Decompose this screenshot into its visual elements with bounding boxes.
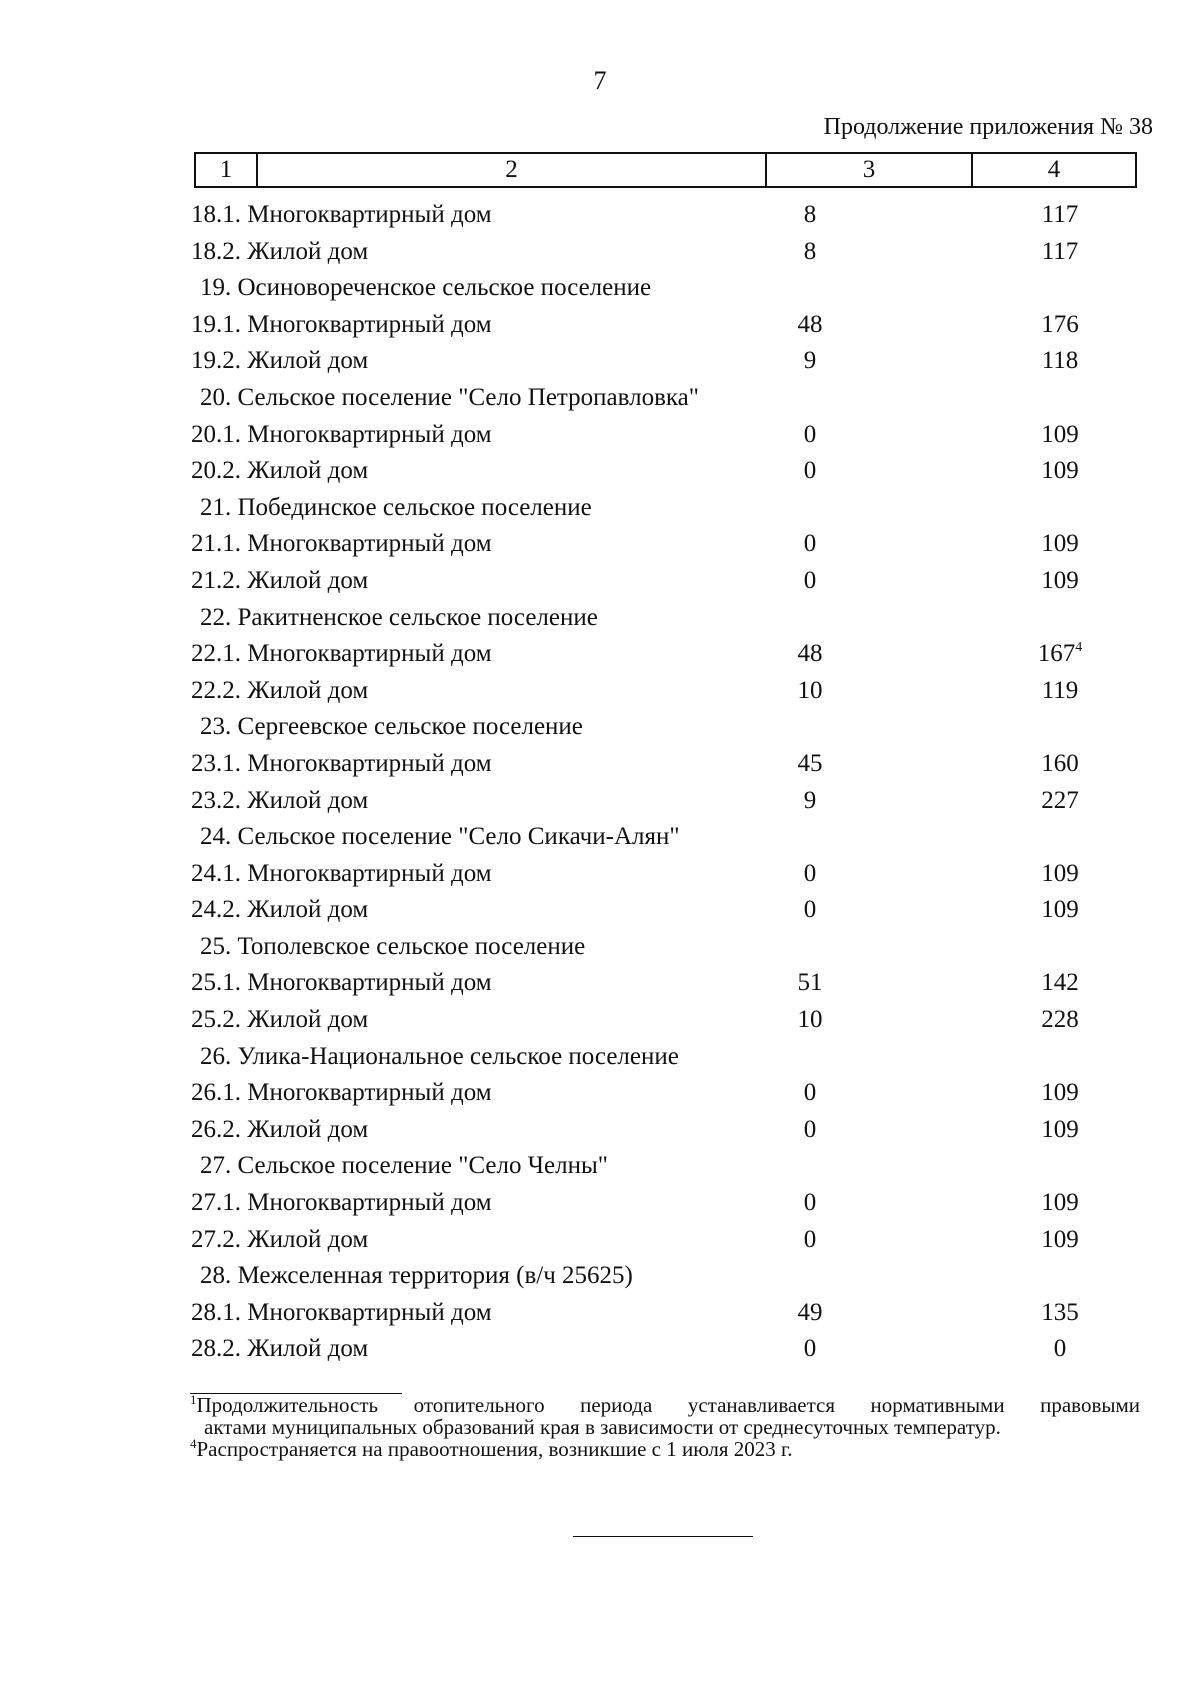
row-value-col3: 0 (803, 1335, 817, 1363)
column-header-1: 1 (219, 156, 233, 183)
row-value-col3: 0 (803, 457, 817, 485)
row-label: 21.2. Жилой дом (191, 566, 369, 594)
settlement-group-row (0, 1258, 1200, 1295)
row-value-col3: 49 (797, 1298, 823, 1326)
row-label: 24.2. Жилой дом (191, 896, 369, 924)
settlement-group-row (0, 819, 1200, 856)
row-value-col4-number: 119 (1041, 676, 1079, 704)
table-row (0, 563, 1200, 600)
row-value-col4-number: 118 (1041, 347, 1079, 375)
row-label: 27.2. Жилой дом (191, 1225, 369, 1253)
row-label: 26.2. Жилой дом (191, 1115, 369, 1143)
table-row (0, 636, 1200, 673)
row-value-col3: 0 (803, 896, 817, 924)
table-row (0, 856, 1200, 893)
row-label: 28.2. Жилой дом (191, 1335, 369, 1363)
row-value-col4 (1010, 636, 1110, 673)
row-value-col4 (1010, 563, 1110, 600)
row-value-col4 (1010, 1002, 1110, 1039)
row-label: 21. Побединское сельское поселение (200, 493, 592, 521)
row-value-col4 (1010, 197, 1110, 234)
settlement-group-row (0, 1039, 1200, 1076)
row-value-col3: 0 (803, 1189, 817, 1217)
table-row (0, 965, 1200, 1002)
row-value-col4-number: 135 (1041, 1298, 1079, 1326)
row-value-col4-number: 109 (1041, 457, 1079, 485)
row-label: 23. Сергеевское сельское поселение (200, 713, 583, 741)
row-value-col4-number: 109 (1041, 1189, 1079, 1217)
row-value-col4-number: 117 (1041, 237, 1079, 265)
footnote-1-text: Продолжительность отопительного периода устанавливается нормативными правовыми (196, 1393, 1140, 1417)
settlement-group-row (0, 929, 1200, 966)
footnote-4-mark: 4 (190, 1436, 197, 1451)
row-label: 28. Межселенная территория (в/ч 25625) (200, 1262, 633, 1290)
row-value-col4 (1010, 673, 1110, 710)
table-row (0, 1075, 1200, 1112)
table-row (0, 343, 1200, 380)
row-value-col4 (1010, 746, 1110, 783)
column-header-table (194, 152, 1137, 188)
table-row (0, 1331, 1200, 1368)
table-row (0, 526, 1200, 563)
column-header-3: 3 (765, 154, 971, 186)
row-value-col3: 10 (797, 676, 823, 704)
row-value-col4 (1010, 234, 1110, 271)
row-label: 20.2. Жилой дом (191, 457, 369, 485)
row-label: 25.2. Жилой дом (191, 1006, 369, 1034)
row-label: 22.2. Жилой дом (191, 676, 369, 704)
row-value-col3: 9 (803, 347, 817, 375)
table-row (0, 1222, 1200, 1259)
row-label: 20.1. Многоквартирный дом (191, 420, 492, 448)
row-value-col4 (1010, 526, 1110, 563)
row-value-col4-number: 0 (1053, 1335, 1067, 1363)
row-label: 26. Улика-Национальное сельское поселение (200, 1042, 679, 1070)
continuation-caption: Продолжение приложения № 38 (823, 114, 1153, 140)
settlement-group-row (0, 490, 1200, 527)
row-value-col3: 0 (803, 566, 817, 594)
row-value-col3: 8 (803, 237, 817, 265)
table-row (0, 1295, 1200, 1332)
row-value-col4-number: 109 (1041, 1115, 1079, 1143)
row-label: 18.1. Многоквартирный дом (191, 201, 492, 228)
row-value-col4-number: 176 (1041, 310, 1079, 338)
footnote-1-mark: 1 (190, 1392, 197, 1407)
row-value-col4-number: 227 (1041, 786, 1079, 814)
table-row (0, 783, 1200, 820)
table-row (0, 307, 1200, 344)
row-label: 25. Тополевское сельское поселение (200, 932, 586, 960)
row-value-col4-number: 109 (1041, 420, 1079, 448)
row-label: 20. Сельское поселение "Село Петропавловка" (200, 383, 699, 411)
row-label: 22. Ракитненское сельское поселение (200, 603, 598, 631)
table-row (0, 417, 1200, 454)
settlement-group-row (0, 270, 1200, 307)
settlement-group-row (0, 1148, 1200, 1185)
row-value-col4-number: 109 (1041, 530, 1079, 558)
row-value-col4-number: 142 (1041, 969, 1079, 997)
table-row (0, 197, 1200, 234)
settlement-group-row (0, 600, 1200, 637)
row-value-col4 (1010, 307, 1110, 344)
row-label: 21.1. Многоквартирный дом (191, 530, 492, 558)
row-value-col4-number: 117 (1041, 201, 1079, 228)
row-value-col3: 51 (797, 969, 823, 997)
row-value-col3: 0 (803, 1079, 817, 1107)
row-value-col4-number: 109 (1041, 566, 1079, 594)
row-value-col4 (1010, 343, 1110, 380)
row-label: 24.1. Многоквартирный дом (191, 859, 492, 887)
row-label: 22.1. Многоквартирный дом (191, 640, 492, 668)
row-value-col4 (1010, 856, 1110, 893)
row-label: 19. Осиновореченское сельское поселение (200, 274, 652, 302)
page-number: 7 (593, 66, 607, 95)
table-row (0, 673, 1200, 710)
row-label: 23.1. Многоквартирный дом (191, 749, 492, 777)
row-value-col4 (1010, 453, 1110, 490)
footnote-1-line-2: актами муниципальных образований края в зависимости от среднесуточных температур. (204, 1415, 1001, 1439)
row-value-col3: 0 (803, 1115, 817, 1143)
footnotes (190, 1394, 1140, 1460)
row-value-col4 (1010, 965, 1110, 1002)
row-label: 27.1. Многоквартирный дом (191, 1189, 492, 1217)
row-label: 18.2. Жилой дом (191, 237, 369, 265)
footnote-reference: 4 (1075, 640, 1083, 656)
row-value-col4 (1010, 783, 1110, 820)
row-value-col4 (1010, 1075, 1110, 1112)
end-of-document-rule (573, 1536, 753, 1537)
row-value-col3: 48 (797, 640, 823, 668)
column-header-4: 4 (971, 154, 1135, 186)
footnote-4 (190, 1438, 1140, 1460)
row-label: 24. Сельское поселение "Село Сикачи-Алян" (200, 823, 680, 851)
row-value-col4 (1010, 417, 1110, 454)
row-value-col4 (1010, 892, 1110, 929)
row-value-col4-number: 160 (1041, 749, 1079, 777)
table-row (0, 453, 1200, 490)
table-row (0, 1002, 1200, 1039)
row-value-col3: 8 (803, 201, 817, 228)
table-row (0, 1112, 1200, 1149)
table-body (0, 197, 1200, 1368)
table-row (0, 234, 1200, 271)
row-value-col4-number: 109 (1041, 859, 1079, 887)
row-value-col4-number: 109 (1041, 1079, 1079, 1107)
row-value-col4-number: 109 (1041, 896, 1079, 924)
settlement-group-row (0, 380, 1200, 417)
row-value-col4 (1010, 1222, 1110, 1259)
row-value-col3: 0 (803, 530, 817, 558)
column-header-2: 2 (256, 154, 765, 186)
row-value-col4 (1010, 1295, 1110, 1332)
row-label: 27. Сельское поселение "Село Челны" (200, 1152, 608, 1180)
row-value-col3: 48 (797, 310, 823, 338)
row-value-col4 (1010, 1185, 1110, 1222)
row-value-col3: 9 (803, 786, 817, 814)
row-value-col3: 0 (803, 859, 817, 887)
row-label: 19.1. Многоквартирный дом (191, 310, 492, 338)
row-label: 19.2. Жилой дом (191, 347, 369, 375)
settlement-group-row (0, 709, 1200, 746)
row-value-col3: 0 (803, 420, 817, 448)
row-value-col3: 10 (797, 1006, 823, 1034)
row-value-col4 (1010, 1331, 1110, 1368)
row-label: 23.2. Жилой дом (191, 786, 369, 814)
row-value-col3: 0 (803, 1225, 817, 1253)
table-row (0, 1185, 1200, 1222)
row-label: 25.1. Многоквартирный дом (191, 969, 492, 997)
row-label: 28.1. Многоквартирный дом (191, 1298, 492, 1326)
row-value-col3: 45 (797, 749, 823, 777)
footnote-4-text: Распространяется на правоотношения, возникшие с 1 июля 2023 г. (196, 1437, 793, 1461)
row-value-col4-number: 228 (1041, 1006, 1079, 1034)
row-label: 26.1. Многоквартирный дом (191, 1079, 492, 1107)
row-value-col4-number: 109 (1041, 1225, 1079, 1253)
row-value-col4-number: 167 (1037, 640, 1076, 668)
table-row (0, 892, 1200, 929)
footnote-1-line-1 (190, 1394, 1140, 1416)
table-row (0, 746, 1200, 783)
row-value-col4 (1010, 1112, 1110, 1149)
